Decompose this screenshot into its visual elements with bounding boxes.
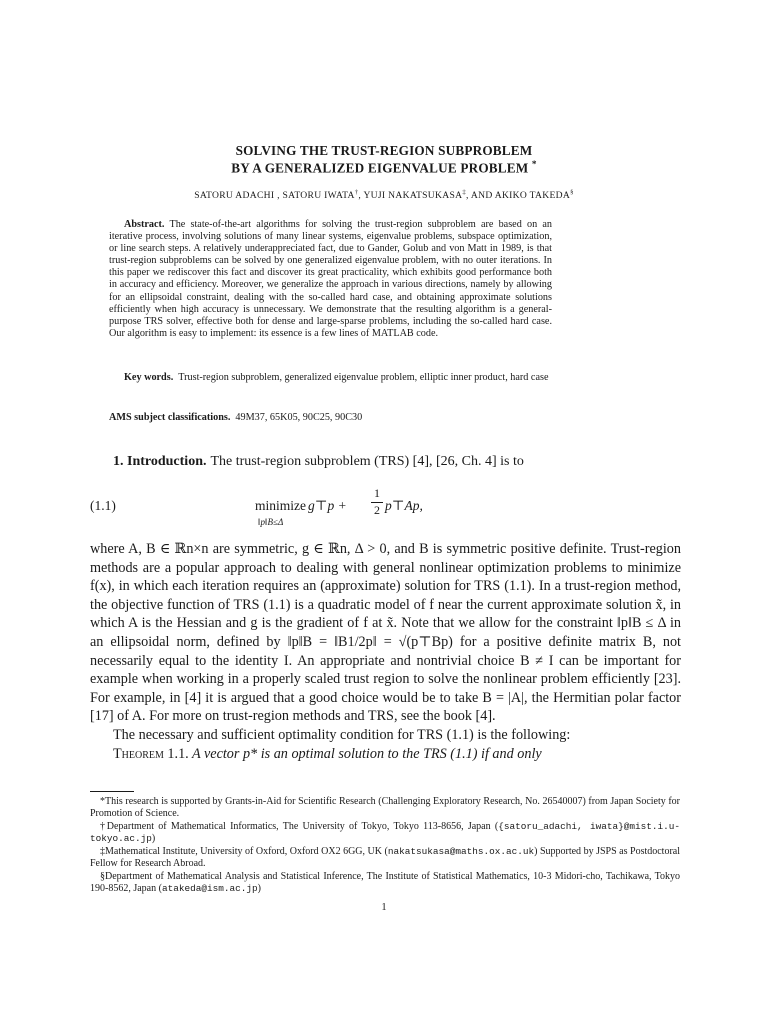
footnote-ism-end: ) (257, 883, 261, 894)
equation-constraint: ‖p‖B≤Δ (258, 517, 284, 527)
equation-1-1 (0, 486, 768, 526)
ams-text: 49M37, 65K05, 90C25, 90C30 (235, 412, 363, 423)
equation-quadratic-term: p⊤Ap, (385, 498, 423, 513)
title-text-2: BY A GENERALIZED EIGENVALUE PROBLEM (231, 160, 529, 176)
author-list (0, 189, 768, 201)
author-iwata: SATORU IWATA (282, 190, 355, 202)
theorem-text: A vector p* is an optimal solution to the TRS (1.1) if and only (192, 745, 542, 762)
author-takeda: , AND AKIKO TAKEDA (466, 190, 571, 202)
keywords-text: Trust-region subproblem, generalized eigenvalue problem, elliptic inner product, hard case (178, 372, 549, 383)
footnote-oxford-email: nakatsukasa@maths.ox.ac.uk (387, 846, 535, 857)
paragraph-1: where A, B ∈ ℝn×n are symmetric, g ∈ ℝn, Δ > 0, and B is symmetric positive definite. Trust-region methods are a popular approach to dealing with general nonlinear optimization problems to minimize f(x), in which each iteration requires an (approximate) solution for TRS (1.1). In a trust-region method, the objective function of TRS (1.1) is a quadratic model of f near the current approximate solution x̃, in which A is the Hessian and g is the gradient of f at x̃. Note that we allow for the constraint ‖p‖B ≤ Δ in an ellipsoidal norm, defined by ‖p‖B = ‖B1/2p‖ = √(p⊤Bp) for a positive definite matrix B, not necessarily equal to the identity I. An appropriate and nontrivial choice B ≠ I can be important for example when working in a properly scaled trust region to solve the nonlinear problem efficiently [23]. For example, in [4] it is argued that a good choice would be to take B = |A|, the Hermitian polar factor [17] of A. For more on trust-region methods and TRS, see the book [4]. (90, 541, 681, 725)
footnote-tokyo (90, 821, 680, 845)
author-nakatsukasa-mark: ‡ (462, 189, 466, 196)
section-heading (90, 454, 680, 470)
section-number: 1. (113, 454, 124, 469)
section-intro-text: The trust-region subproblem (TRS) [4], [26, Ch. 4] is to (210, 454, 524, 469)
keywords-label: Key words. (124, 372, 174, 383)
ams-classifications (109, 412, 552, 424)
footnotes (90, 796, 680, 896)
equation-number: (1.1) (90, 498, 116, 513)
footnote-funding: *This research is supported by Grants-in-Aid for Scientific Research (Challenging Exploratory Research, No. 26540007) from Japan Society for Promotion of Science. (90, 796, 680, 819)
body-text (90, 540, 681, 763)
page-number: 1 (381, 902, 387, 913)
abstract-label: Abstract. (124, 219, 165, 230)
footnote-ism-email: atakeda@ism.ac.jp (161, 883, 258, 894)
section-title: Introduction. (127, 454, 207, 469)
paper-title-line-2 (0, 159, 768, 176)
author-iwata-mark: † (354, 189, 359, 196)
footnote-oxford (90, 846, 680, 870)
equation-linear-term: g⊤p + (308, 498, 347, 513)
fraction-numerator: 1 (374, 486, 380, 500)
theorem-1-1 (90, 745, 681, 764)
theorem-label: Theorem 1.1. (113, 745, 189, 762)
ams-label: AMS subject classifications. (109, 412, 231, 423)
equation-fraction (371, 486, 383, 518)
footnote-tokyo-text: †Department of Mathematical Informatics, The University of Tokyo, Tokyo 113-8656, Japan ( (100, 821, 499, 832)
section-number-title (113, 454, 206, 469)
footnote-tokyo-email: {satoru_adachi, iwata}@mist.i.u-tokyo.ac.jp (90, 821, 681, 844)
title-footnote-mark: * (531, 159, 537, 169)
author-takeda-mark: § (570, 189, 574, 196)
abstract (109, 219, 552, 340)
footnote-oxford-end: ) Supported by JSPS as Postdoctoral Fellow for Research Abroad. (90, 846, 680, 869)
footnote-rule (90, 791, 134, 792)
abstract-text: The state-of-the-art algorithms for solving the trust-region subproblem are based on an iterative process, involving solutions of many linear systems, eigenvalue problems, subspace optimization, or line search steps. A relatively underappreciated fact, due to Gander, Golub and von Matt in 1989, is that trust-region subproblems can be solved by one generalized eigenvalue problem, with no outer iterations. In this paper we rediscover this fact and discover its great practicality, which exhibits good performance both in accuracy and efficiency. Moreover, we generalize the approach in various directions, namely by allowing for an ellipsoidal constraint, dealing with the so-called hard case, and obtaining approximate solutions efficiently when high accuracy is unnecessary. We demonstrate that the resulting algorithm is a general-purpose TRS solver, effective both for dense and large-sparse problems, including the so-called hard case. Our algorithm is easy to implement: its essence is a few lines of MATLAB code. (109, 219, 552, 339)
footnote-oxford-text: ‡Mathematical Institute, University of Oxford, Oxford OX2 6GG, UK ( (100, 846, 388, 857)
author-adachi: SATORU ADACHI , (194, 190, 280, 202)
footnote-ism (90, 871, 680, 895)
paper-title-line-1 (0, 143, 768, 159)
keywords (109, 372, 552, 384)
author-nakatsukasa: , YUJI NAKATSUKASA (358, 190, 463, 202)
paragraph-2: The necessary and sufficient optimality condition for TRS (1.1) is the following: (113, 726, 571, 743)
title-text-1: SOLVING THE TRUST-REGION SUBPROBLEM (235, 143, 533, 158)
equation-minimize: minimize (255, 498, 306, 513)
fraction-denominator: 2 (374, 503, 380, 517)
footnote-ism-text: §Department of Mathematical Analysis and Statistical Inference, The Institute of Statistical Mathematics, 10-3 Midori-cho, Tachikawa, Tokyo 190-8562, Japan ( (90, 871, 680, 894)
footnote-tokyo-end: ) (151, 833, 156, 844)
